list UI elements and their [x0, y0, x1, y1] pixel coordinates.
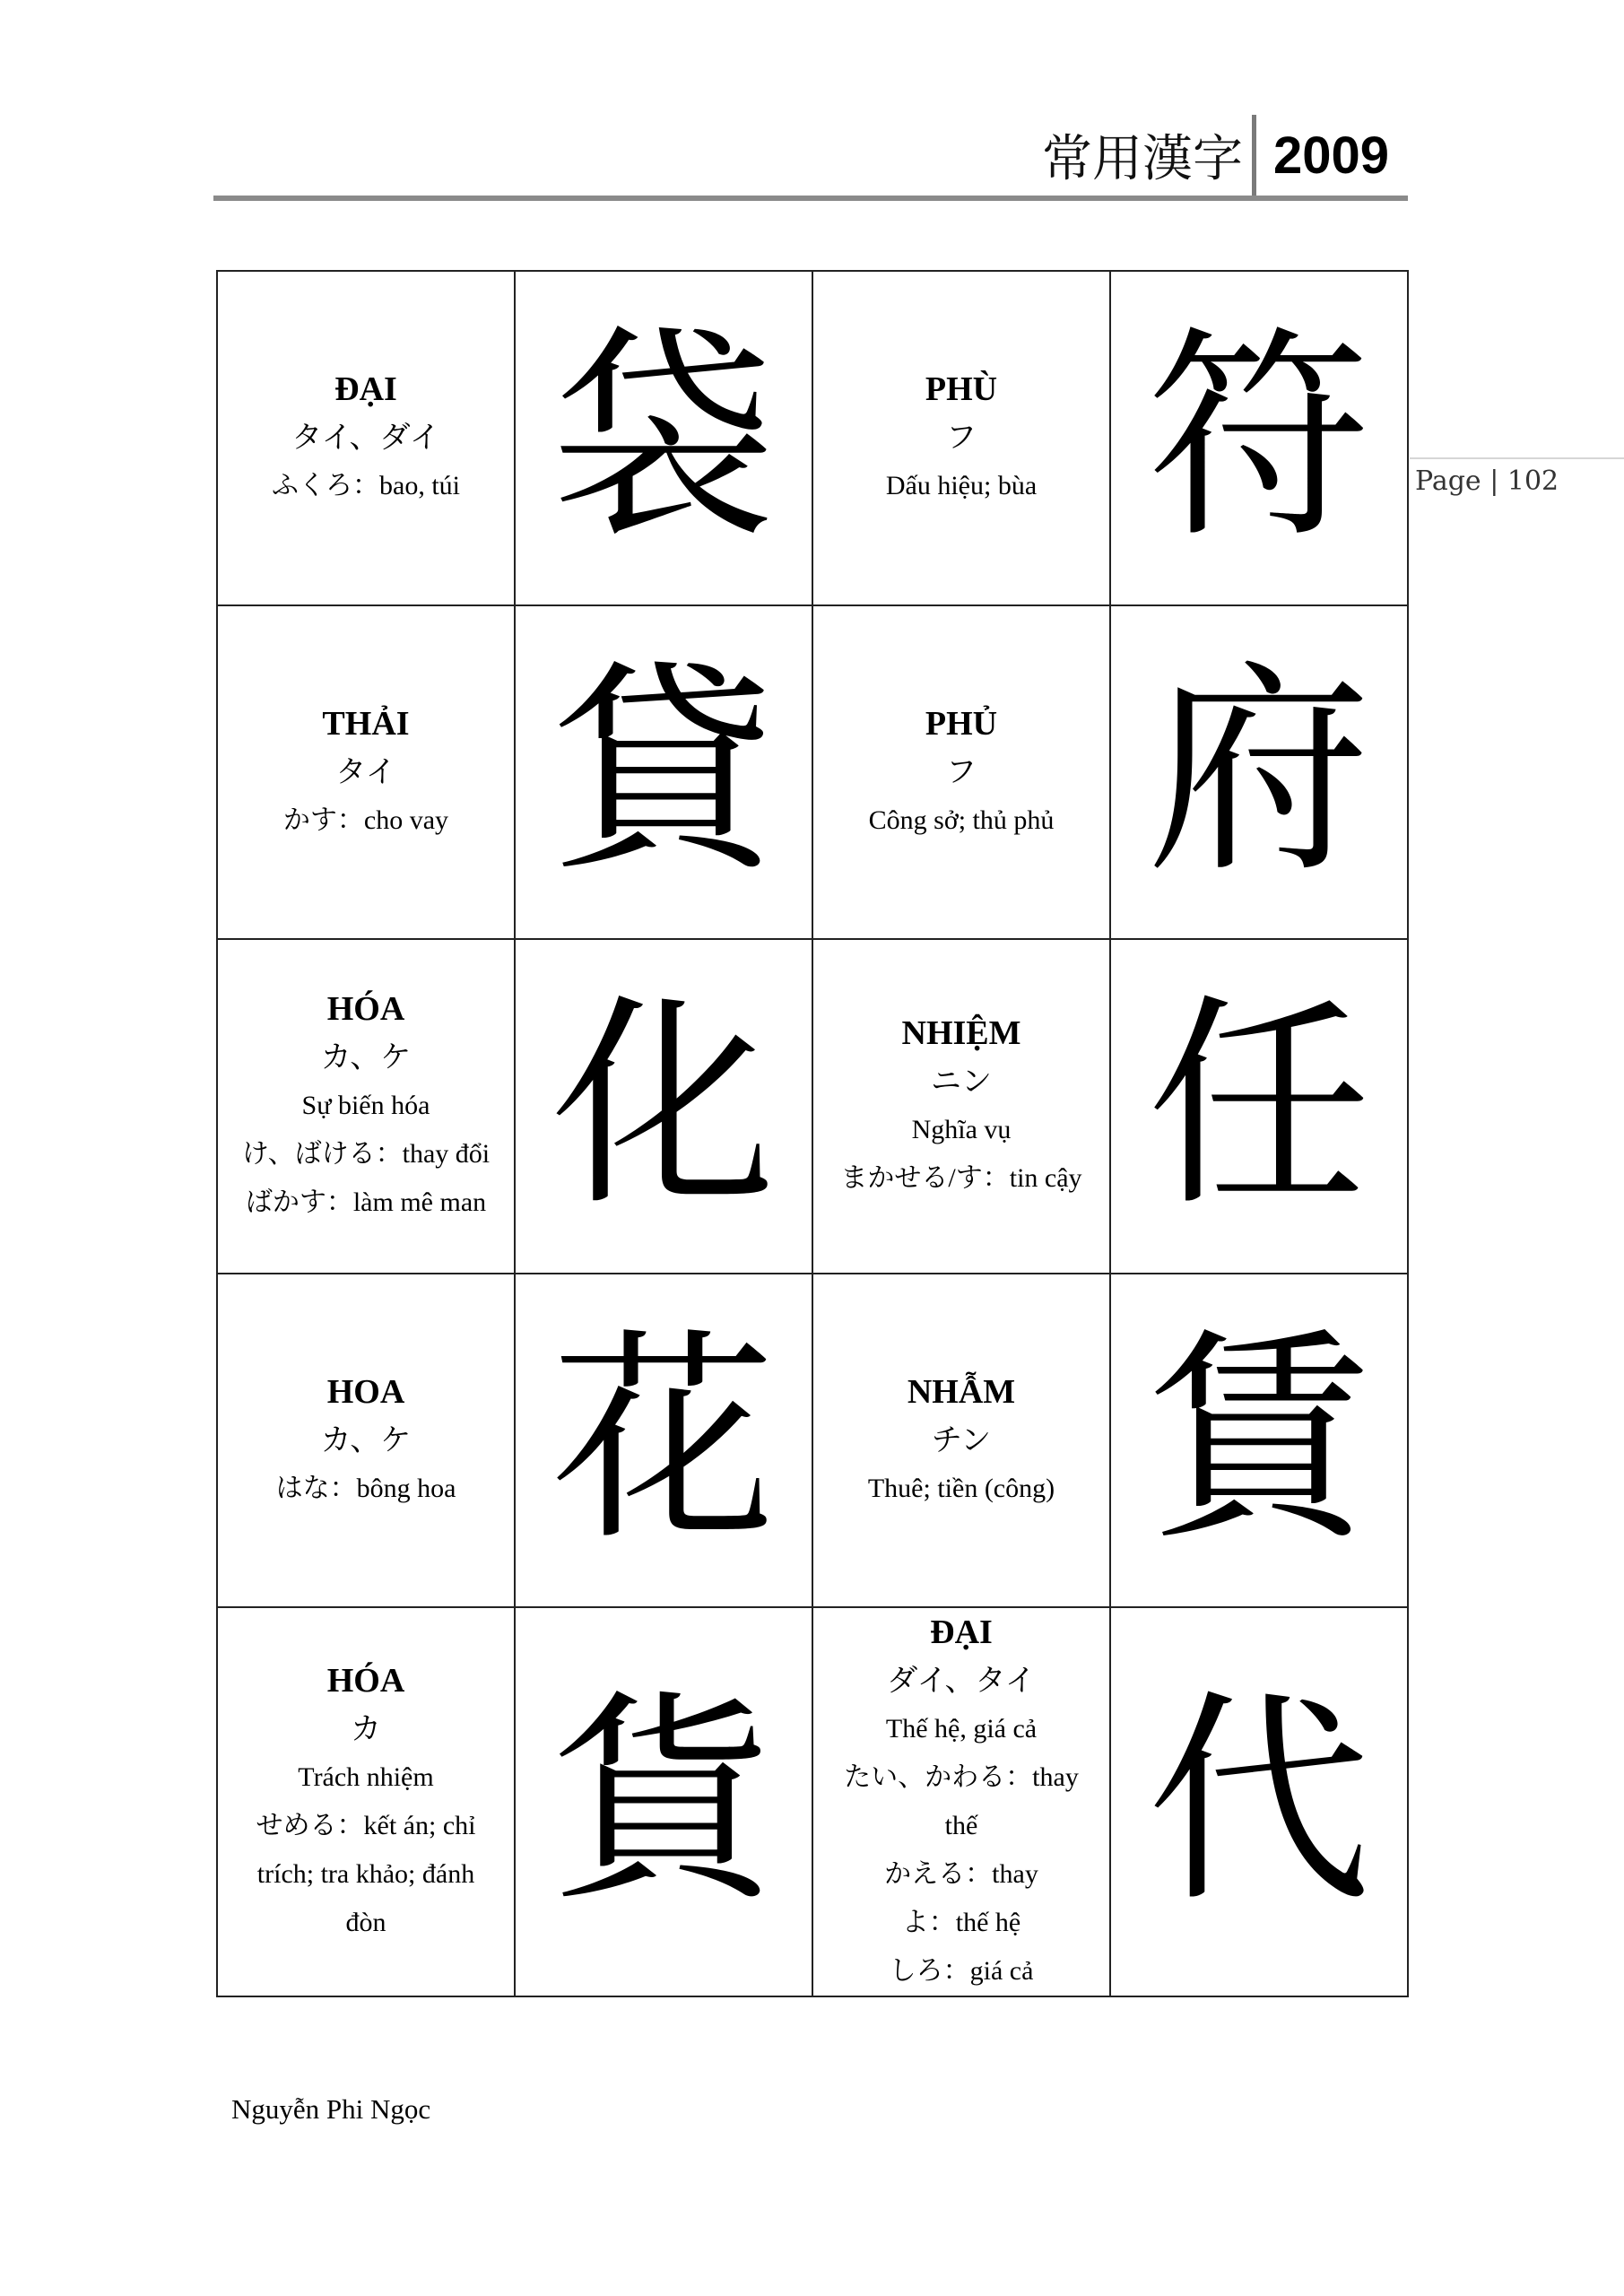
header-rule — [213, 196, 1408, 201]
card-kanji: 化 — [551, 975, 776, 1237]
card-onyomi: フ — [946, 420, 977, 457]
card-onyomi: カ — [351, 1711, 381, 1747]
card-onyomi: ダイ、タイ — [887, 1663, 1036, 1699]
card-kanji: 任 — [1147, 975, 1371, 1237]
card-meaning: Thuê; tiền (công) — [867, 1473, 1055, 1503]
card-kanji-cell — [1111, 272, 1409, 606]
card-info — [813, 940, 1111, 1274]
card-onyomi: カ、ケ — [320, 1039, 412, 1076]
card-kanji-cell — [1111, 1274, 1409, 1609]
card-kanji: 府 — [1147, 640, 1371, 902]
card-meaning: Công sở; thủ phủ — [868, 804, 1055, 835]
card-kanji: 貨 — [551, 1671, 776, 1932]
card-kanji-cell — [1111, 1608, 1409, 1997]
card-onyomi: タイ — [335, 753, 396, 790]
card-kanji-cell — [516, 1274, 813, 1609]
card-kun-reading: まかせる/す：tin cậy — [840, 1163, 1082, 1194]
page-number: Page | 102 — [1415, 465, 1559, 497]
card-onyomi: チン — [931, 1422, 992, 1458]
card-kanji-cell — [516, 1608, 813, 1997]
card-kanji-cell — [1111, 940, 1409, 1274]
card-kun-reading: trích; tra khảo; đánh — [256, 1859, 475, 1889]
card-kanji: 花 — [551, 1309, 776, 1570]
card-hanviet: ĐẠI — [930, 1613, 993, 1651]
card-hanviet: PHÙ — [925, 370, 998, 409]
card-hanviet: HÓA — [326, 1662, 405, 1700]
card-onyomi: タイ、ダイ — [291, 420, 440, 457]
card-kanji-cell — [1111, 606, 1409, 941]
card-onyomi: フ — [946, 753, 977, 790]
card-hanviet: ĐẠI — [334, 370, 397, 409]
card-kanji: 袋 — [551, 307, 776, 569]
card-meaning: Nghĩa vụ — [911, 1115, 1012, 1145]
author-name: Nguyễn Phi Ngọc — [231, 2093, 431, 2125]
card-kanji: 代 — [1147, 1671, 1371, 1932]
card-kanji-cell — [516, 606, 813, 941]
card-kun-reading: しろ：giá cả — [889, 1956, 1034, 1986]
header-divider — [1252, 115, 1256, 198]
card-meaning: ふくろ：bao, túi — [272, 471, 460, 501]
card-onyomi: ニン — [931, 1064, 992, 1100]
card-info — [218, 606, 516, 941]
card-hanviet: PHỦ — [925, 704, 998, 743]
card-meaning: はな：bông hoa — [275, 1473, 456, 1503]
card-kun-reading: đòn — [345, 1908, 386, 1937]
card-kanji: 符 — [1147, 307, 1371, 569]
card-info — [813, 1274, 1111, 1609]
card-info — [813, 606, 1111, 941]
card-meaning: Trách nhiệm — [298, 1762, 434, 1792]
card-hanviet: NHẪM — [907, 1372, 1016, 1411]
card-hanviet: HÓA — [326, 990, 405, 1029]
card-meaning: かす：cho vay — [282, 804, 449, 835]
card-meaning: Dấu hiệu; bùa — [885, 471, 1038, 501]
card-onyomi: カ、ケ — [320, 1422, 412, 1458]
header-title: 常用漢字 — [1042, 130, 1243, 188]
card-kun-reading: よ：thế hệ — [901, 1908, 1021, 1937]
card-kun-reading: たい、かわる：thay thế — [844, 1762, 1079, 1840]
kanji-card-grid — [216, 270, 1409, 1997]
card-info — [813, 272, 1111, 606]
card-kanji-cell — [516, 272, 813, 606]
card-info — [218, 272, 516, 606]
header-year: 2009 — [1273, 126, 1390, 185]
card-meaning: Thế hệ, giá cả — [885, 1714, 1038, 1744]
card-info — [218, 1608, 516, 1997]
card-info — [813, 1608, 1111, 1997]
card-info — [218, 940, 516, 1274]
card-kanji: 賃 — [1147, 1309, 1371, 1570]
page-number-rule — [1410, 457, 1624, 459]
card-kun-reading: かえる：thay — [884, 1859, 1038, 1889]
card-kanji-cell — [516, 940, 813, 1274]
card-hanviet: THẢI — [322, 704, 410, 743]
card-hanviet: HOA — [326, 1372, 405, 1411]
card-kanji: 貸 — [551, 640, 776, 902]
card-info — [218, 1274, 516, 1609]
card-kun-reading: ばかす：làm mê man — [245, 1187, 487, 1218]
card-hanviet: NHIỆM — [901, 1014, 1021, 1053]
card-kun-reading: け、ばける：thay đổi — [241, 1139, 491, 1170]
card-kun-reading: せめる：kết án; chỉ — [256, 1811, 476, 1840]
card-meaning: Sự biến hóa — [301, 1091, 430, 1121]
